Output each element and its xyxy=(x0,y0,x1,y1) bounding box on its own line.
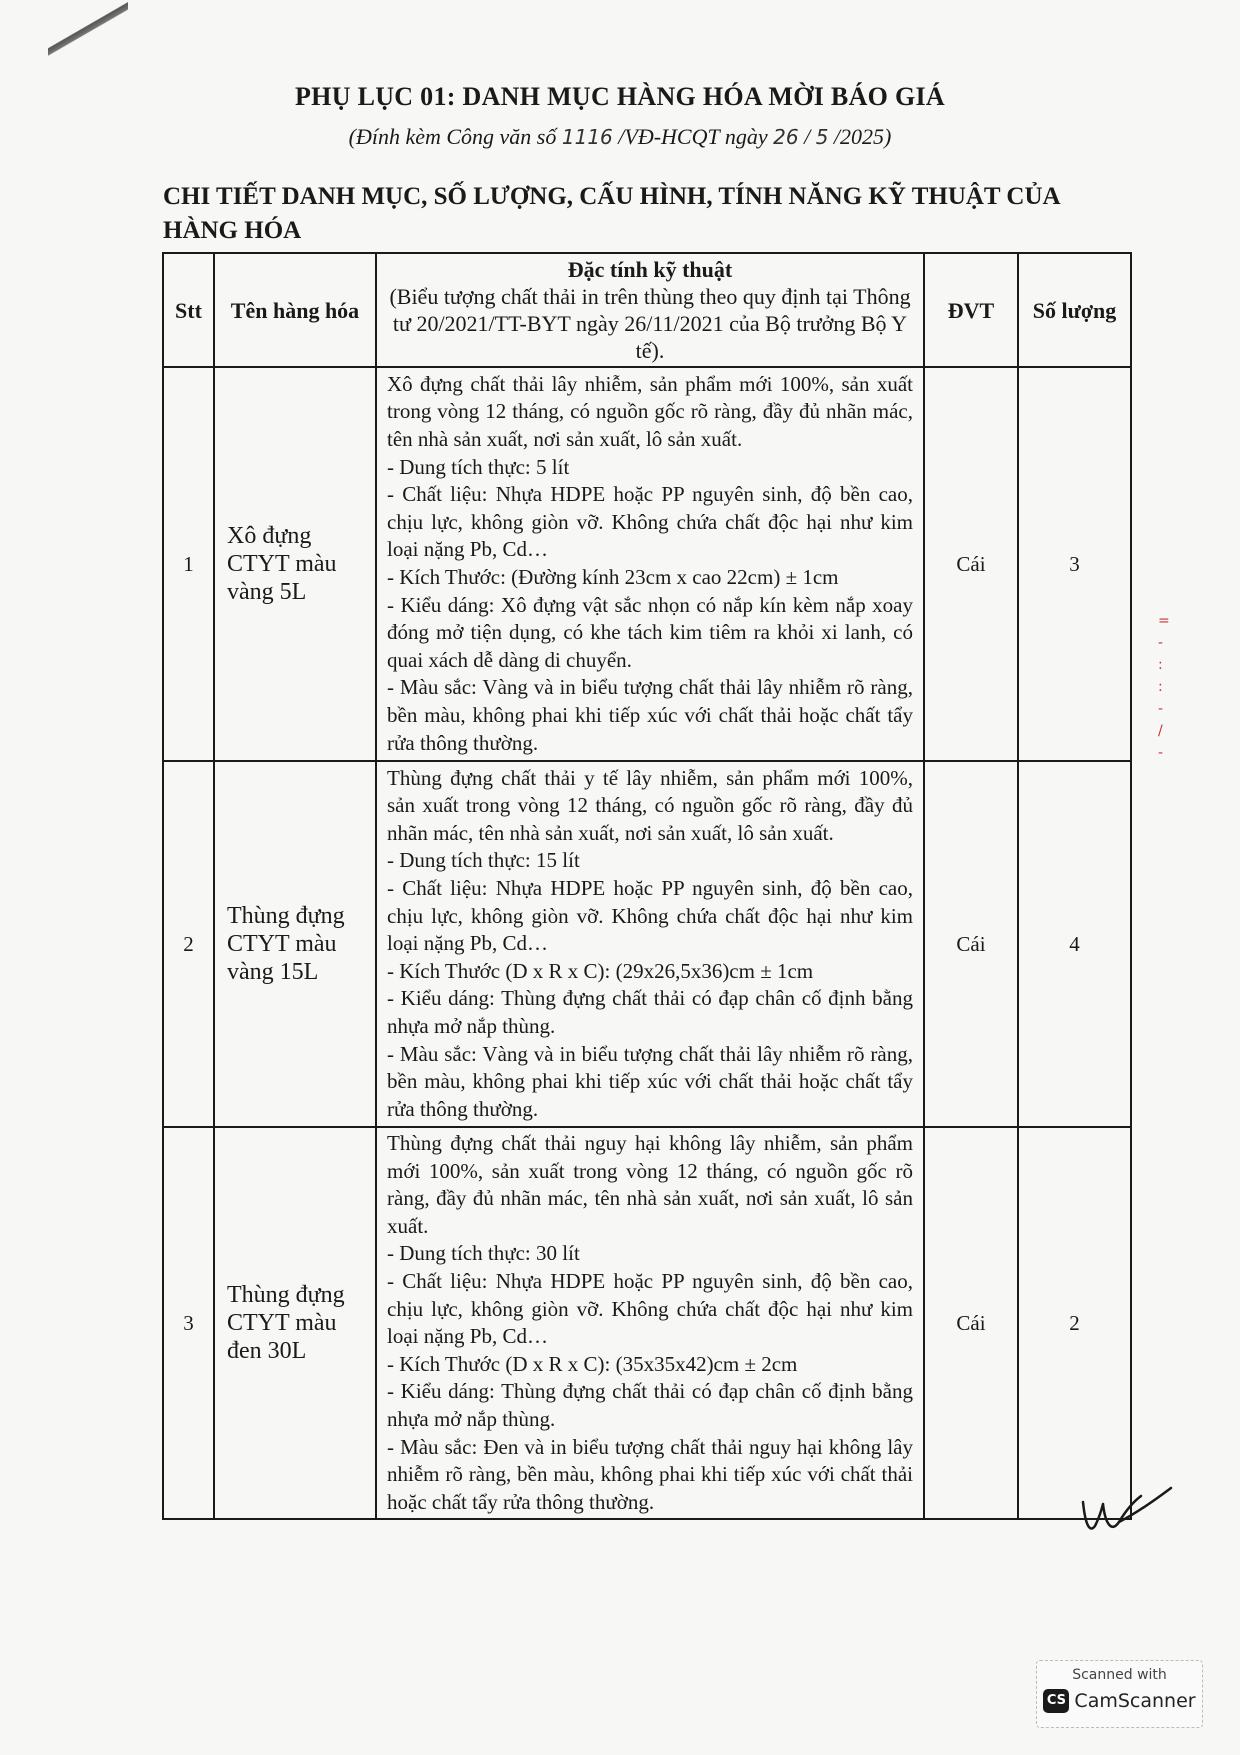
section-title: CHI TIẾT DANH MỤC, SỐ LƯỢNG, CẤU HÌNH, TÍNH NĂNG KỸ THUẬT CỦA HÀNG HÓA xyxy=(163,183,1060,244)
subtitle-prefix: (Đính kèm Công văn số xyxy=(348,124,557,149)
row-qty: 3 xyxy=(1018,367,1131,761)
row-name: Thùng đựng CTYT màu đen 30L xyxy=(214,1127,376,1519)
row-unit: Cái xyxy=(924,367,1018,761)
row-stt: 2 xyxy=(163,761,214,1127)
page-title: PHỤ LỤC 01: DANH MỤC HÀNG HÓA MỜI BÁO GIÁ xyxy=(294,82,945,111)
spec-color: - Màu sắc: Vàng và in biểu tượng chất thải lây nhiễm rõ ràng, bền màu, không phai khi tiếp xúc với chất thải hoặc chất tẩy rửa thông thường. xyxy=(387,1041,913,1121)
spec-capacity: - Dung tích thực: 5 lít xyxy=(387,454,570,479)
table-row xyxy=(163,1127,1131,1519)
row-unit: Cái xyxy=(924,761,1018,1127)
row-stt: 3 xyxy=(163,1127,214,1519)
header-unit: ĐVT xyxy=(924,253,1018,367)
spec-description: Xô đựng chất thải lây nhiễm, sản phẩm mới 100%, sản xuất trong vòng 12 tháng, có nguồn gốc rõ ràng, đầy đủ nhãn mác, tên nhà sản xuất, nơi sản xuất, lô sản xuất. xyxy=(387,371,913,452)
spec-material: - Chất liệu: Nhựa HDPE hoặc PP nguyên sinh, độ bền cao, chịu lực, không giòn vỡ. Không chứa chất độc hại như kim loại nặng Pb, Cd… xyxy=(387,482,913,562)
camscanner-logo-icon: CS xyxy=(1043,1689,1069,1713)
header-qty: Số lượng xyxy=(1018,253,1131,367)
spec-color: - Màu sắc: Vàng và in biểu tượng chất thải lây nhiễm rõ ràng, bền màu, không phai khi tiếp xúc với chất thải hoặc chất tẩy rửa thông thường. xyxy=(387,675,913,755)
spec-description: Thùng đựng chất thải nguy hại không lây nhiễm, sản phẩm mới 100%, sản xuất trong vòng 12 tháng, có nguồn gốc rõ ràng, đầy đủ nhãn mác, tên nhà sản xuất, nơi sản xuất, lô sản xuất. xyxy=(387,1131,913,1238)
spec-material: - Chất liệu: Nhựa HDPE hoặc PP nguyên sinh, độ bền cao, chịu lực, không giòn vỡ. Không chứa chất độc hại như kim loại nặng Pb, Cd… xyxy=(387,876,913,956)
table-row xyxy=(163,761,1131,1127)
header-spec-note: (Biểu tượng chất thải in trên thùng theo quy định tại Thông tư 20/2021/TT-BYT ngày 26/11/2021 của Bộ trưởng Bộ Y tế). xyxy=(389,284,911,363)
spec-color: - Màu sắc: Đen và in biểu tượng chất thải nguy hại không lây nhiễm rõ ràng, bền màu, không phai khi tiếp xúc với chất thải hoặc chất tẩy rửa thông thường. xyxy=(387,1434,913,1514)
goods-table xyxy=(162,252,1132,1520)
subtitle-middle: /VĐ-HCQT ngày xyxy=(618,124,768,149)
badge-brand-name: CamScanner xyxy=(1074,1690,1196,1712)
spec-style: - Kiểu dáng: Thùng đựng chất thải có đạp chân cố định bằng nhựa mở nắp thùng. xyxy=(387,986,913,1038)
badge-scanned-with: Scanned with xyxy=(1072,1667,1167,1683)
spec-description: Thùng đựng chất thải y tế lây nhiễm, sản phẩm mới 100%, sản xuất trong vòng 12 tháng, có nguồn gốc rõ ràng, đầy đủ nhãn mác, tên nhà sản xuất, nơi sản xuất, lô sản xuất. xyxy=(387,765,913,845)
spec-size: - Kích Thước (D x R x C): (35x35x42)cm ± 2cm xyxy=(387,1351,798,1376)
edge-stamp-fragment: = - : : - / - xyxy=(1158,613,1170,761)
row-name: Xô đựng CTYT màu vàng 5L xyxy=(214,367,376,761)
table-row xyxy=(163,367,1131,761)
header-name: Tên hàng hóa xyxy=(214,253,376,367)
row-spec xyxy=(376,367,924,761)
spec-capacity: - Dung tích thực: 15 lít xyxy=(387,848,580,873)
year-suffix: /2025) xyxy=(833,124,892,149)
signature-mark xyxy=(1075,1482,1175,1542)
attachment-reference xyxy=(0,124,1240,150)
table-header-row xyxy=(163,253,1131,367)
header-stt: Stt xyxy=(163,253,214,367)
folded-page-corner xyxy=(48,0,128,60)
spec-size: - Kích Thước: (Đường kính 23cm x cao 22cm) ± 1cm xyxy=(387,565,839,589)
row-spec xyxy=(376,1127,924,1519)
handwritten-day: 26 xyxy=(773,125,799,149)
row-spec xyxy=(376,761,924,1127)
row-unit: Cái xyxy=(924,1127,1018,1519)
date-separator: / xyxy=(804,124,811,149)
handwritten-month: 5 xyxy=(815,125,829,149)
spec-style: - Kiểu dáng: Thùng đựng chất thải có đạp chân cố định bằng nhựa mở nắp thùng. xyxy=(387,1379,913,1431)
row-name: Thùng đựng CTYT màu vàng 15L xyxy=(214,761,376,1127)
spec-material: - Chất liệu: Nhựa HDPE hoặc PP nguyên sinh, độ bền cao, chịu lực, không giòn vỡ. Không chứa chất độc hại như kim loại nặng Pb, Cd… xyxy=(387,1268,913,1349)
row-stt: 1 xyxy=(163,367,214,761)
camscanner-badge xyxy=(1036,1660,1203,1728)
handwritten-doc-number: 1116 xyxy=(561,125,613,149)
row-qty: 4 xyxy=(1018,761,1131,1127)
badge-brand xyxy=(1037,1689,1202,1713)
header-spec xyxy=(376,253,924,367)
spec-style: - Kiểu dáng: Xô đựng vật sắc nhọn có nắp kín kèm nắp xoay đóng mở tiện dụng, có khe tách kim tiêm ra khỏi xi lanh, có quai xách dễ dàng di chuyển. xyxy=(387,592,913,672)
header-spec-title: Đặc tính kỹ thuật xyxy=(567,257,733,282)
spec-size: - Kích Thước (D x R x C): (29x26,5x36)cm ± 1cm xyxy=(387,958,814,983)
spec-capacity: - Dung tích thực: 30 lít xyxy=(387,1241,580,1266)
row-qty: 2 xyxy=(1018,1127,1131,1519)
